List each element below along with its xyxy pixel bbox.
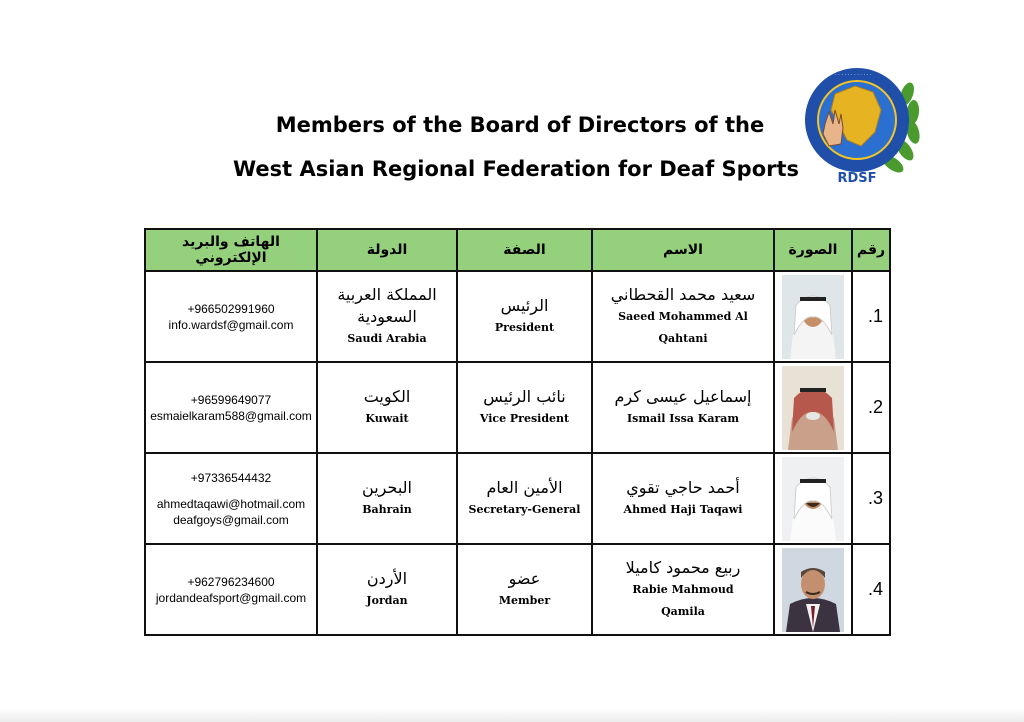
photo-cell — [774, 362, 852, 453]
number-cell — [852, 544, 890, 635]
position-english: Member — [498, 593, 551, 607]
phone-number: +96599649077 — [190, 392, 272, 407]
phone-number: +97336544432 — [190, 470, 272, 485]
name-arabic: سعيد محمد القحطاني — [610, 284, 756, 304]
col-header-country: الدولة — [317, 229, 457, 271]
name-arabic: إسماعيل عيسى كرم — [614, 386, 752, 406]
position-cell — [457, 362, 592, 453]
col-header-photo: الصورة — [774, 229, 852, 271]
row-number: .3 — [867, 488, 883, 508]
position-cell — [457, 271, 592, 362]
board-members-table — [144, 228, 891, 636]
page-title-line-2: West Asian Regional Federation for Deaf Sports — [232, 157, 800, 181]
name-english: Ahmed Haji Taqawi — [623, 502, 743, 516]
country-arabic: البحرين — [362, 477, 412, 497]
row-number: .2 — [867, 397, 883, 417]
position-english: Secretary-General — [468, 502, 581, 516]
name-arabic: أحمد حاجي تقوي — [626, 477, 740, 497]
country-english: Jordan — [366, 593, 408, 607]
position-arabic: الأمين العام — [486, 477, 563, 497]
country-cell — [317, 362, 457, 453]
position-english: President — [494, 320, 555, 334]
position-english: Vice President — [479, 411, 570, 425]
email-address: info.wardsf@gmail.com — [168, 317, 294, 332]
photo-cell — [774, 271, 852, 362]
contact-cell — [145, 271, 317, 362]
number-cell — [852, 271, 890, 362]
contact-cell — [145, 544, 317, 635]
email-address: jordandeafsport@gmail.com — [155, 590, 307, 605]
country-cell — [317, 544, 457, 635]
contact-cell — [145, 453, 317, 544]
name-english-line2: Qamila — [661, 604, 705, 618]
member-photo — [782, 275, 844, 359]
name-arabic: ربيع محمود كاميلا — [625, 557, 741, 577]
country-arabic: الأردن — [366, 568, 408, 588]
name-cell — [592, 544, 774, 635]
position-arabic: نائب الرئيس — [483, 386, 566, 406]
email-address-secondary: deafgoys@gmail.com — [173, 512, 289, 527]
email-address: esmaielkaram588@gmail.com — [150, 408, 312, 423]
name-english: Saeed Mohammed Al — [618, 309, 748, 323]
phone-number: +966502991960 — [187, 301, 275, 316]
country-english: Kuwait — [365, 411, 409, 425]
logo-text: RDSF — [837, 171, 877, 186]
name-cell — [592, 362, 774, 453]
page-bottom-edge — [0, 708, 1024, 722]
photo-cell — [774, 544, 852, 635]
name-english-line2: Qahtani — [658, 331, 708, 345]
member-photo — [782, 366, 844, 450]
col-header-name: الاسم — [592, 229, 774, 271]
name-english: Ismail Issa Karam — [626, 411, 740, 425]
position-arabic: عضو — [508, 568, 541, 588]
table-row — [145, 271, 890, 362]
number-cell — [852, 362, 890, 453]
table-row — [145, 362, 890, 453]
photo-cell — [774, 453, 852, 544]
country-cell — [317, 271, 457, 362]
col-header-number: رقم — [852, 229, 890, 271]
svg-text:· · · · · · · · · · · ·: · · · · · · · · · · · · — [835, 72, 872, 78]
rdsf-logo — [795, 54, 923, 190]
number-cell — [852, 453, 890, 544]
position-arabic: الرئيس — [500, 295, 549, 315]
col-header-contact: الهاتف والبريد الإلكتروني — [145, 229, 317, 271]
contact-cell — [145, 362, 317, 453]
row-number: .1 — [867, 306, 883, 326]
country-arabic: الكويت — [363, 386, 411, 406]
name-cell — [592, 271, 774, 362]
position-cell — [457, 544, 592, 635]
email-address: ahmedtaqawi@hotmail.com — [156, 496, 306, 511]
member-photo — [782, 548, 844, 632]
table-row — [145, 453, 890, 544]
country-english: Bahrain — [362, 502, 412, 516]
name-english: Rabie Mahmoud — [632, 582, 734, 596]
country-arabic-line2: السعودية — [357, 306, 417, 326]
table-row — [145, 544, 890, 635]
position-cell — [457, 453, 592, 544]
country-english: Saudi Arabia — [347, 331, 427, 345]
col-header-position: الصفة — [457, 229, 592, 271]
member-photo — [782, 457, 844, 541]
phone-number: +962796234600 — [187, 574, 275, 589]
country-cell — [317, 453, 457, 544]
page-title-line-1: Members of the Board of Directors of the — [275, 113, 765, 137]
country-arabic: المملكة العربية — [337, 284, 437, 304]
table-header-row — [145, 229, 890, 271]
name-cell — [592, 453, 774, 544]
row-number: .4 — [867, 579, 883, 599]
